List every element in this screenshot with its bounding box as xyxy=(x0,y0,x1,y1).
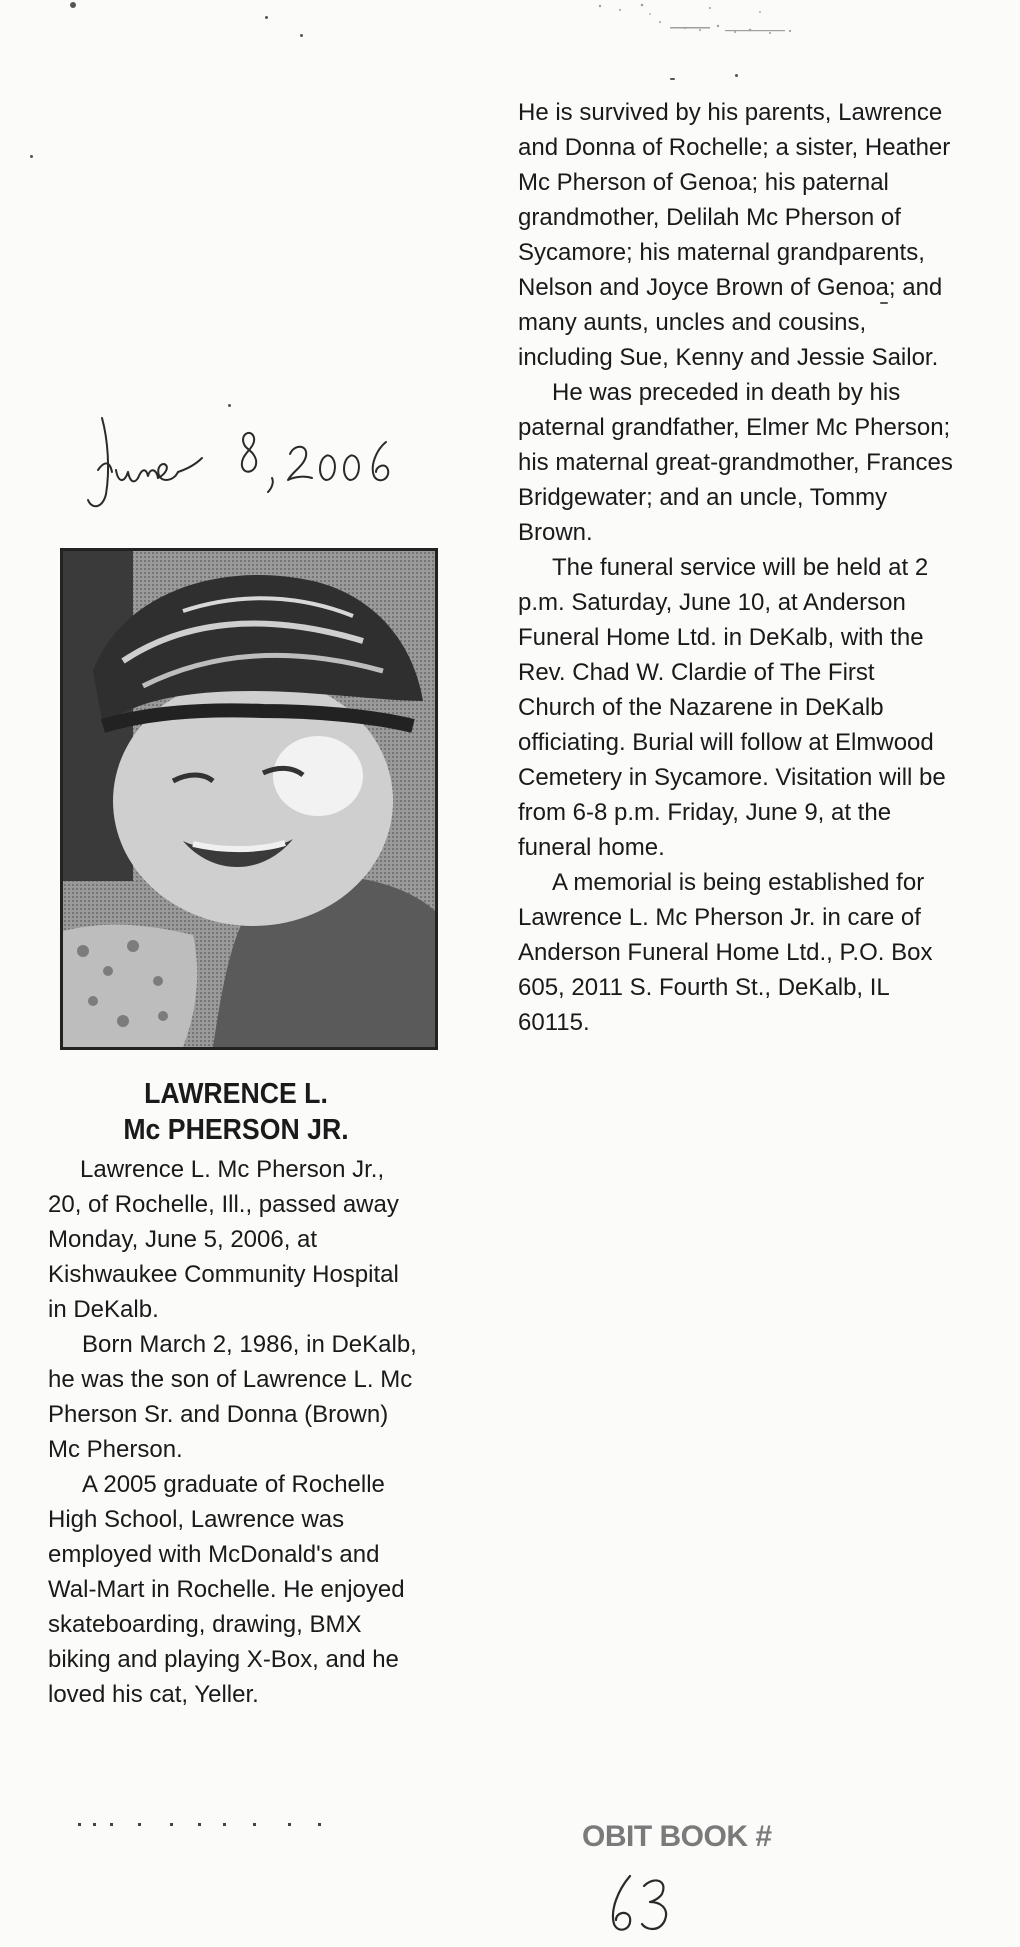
headline-surname: Mc PHERSON JR. xyxy=(123,1114,349,1146)
right-column xyxy=(518,95,958,1040)
paragraph: He was preceded in death by his paternal grandfather, Elmer Mc Pherson; his maternal great-grandmother, Frances Bridgewater; and an uncle, Tommy Brown. xyxy=(518,379,953,546)
scan-noise xyxy=(590,0,810,42)
scan-speck xyxy=(265,16,268,19)
paragraph: He is survived by his parents, Lawrence and Donna of Rochelle; a sister, Heather Mc Pherson of Genoa; his paternal grandmother, Delilah Mc Pherson of Sycamore; his maternal grandparents, Nelson and Joyce Brown of Genoa; and many aunts, uncles and cousins, including Sue, Kenny and Jessie Sailor. xyxy=(518,99,951,371)
paragraph: A 2005 graduate of Rochelle High School, Lawrence was employed with McDonald's and Wal-Mart in Rochelle. He enjoyed skateboarding, drawing, BMX biking and playing X-Box, and he loved his cat, Yeller. xyxy=(48,1471,405,1708)
scan-speck xyxy=(228,404,231,407)
scan-speck xyxy=(735,74,738,77)
paragraph: Born March 2, 1986, in DeKalb, he was the son of Lawrence L. Mc Pherson Sr. and Donna (Brown) Mc Pherson. xyxy=(48,1331,417,1463)
handwritten-date xyxy=(80,410,440,515)
headline-name: LAWRENCE L. xyxy=(144,1078,328,1110)
portrait-image xyxy=(63,551,435,1047)
paragraph: Lawrence L. Mc Pherson Jr., 20, of Rochelle, Ill., passed away Monday, June 5, 2006, at Kishwaukee Community Hospital in DeKalb. xyxy=(48,1156,399,1323)
portrait-photo xyxy=(60,548,438,1050)
scan-speck xyxy=(300,34,303,37)
scan-speck xyxy=(670,78,675,80)
cut-off-text-remnant xyxy=(48,1820,368,1828)
scan-speck xyxy=(30,155,33,158)
paragraph: The funeral service will be held at 2 p.m. Saturday, June 10, at Anderson Funeral Home Ltd. in DeKalb, with the Rev. Chad W. Clardie of The First Church of the Nazarene in DeKalb officiating. Burial will follow at Elmwood Cemetery in Sycamore. Visitation will be from 6-8 p.m. Friday, June 9, at the funeral home. xyxy=(518,554,946,861)
scan-speck xyxy=(70,2,76,8)
obit-book-stamp: OBIT BOOK # xyxy=(582,1820,772,1853)
paragraph: A memorial is being established for Lawrence L. Mc Pherson Jr. in care of Anderson Funeral Home Ltd., P.O. Box 605, 2011 S. Fourth St., DeKalb, IL 60115. xyxy=(518,869,933,1036)
obituary-headline xyxy=(63,1076,409,1148)
left-column xyxy=(48,1152,424,1712)
handwritten-book-number xyxy=(600,1868,690,1938)
